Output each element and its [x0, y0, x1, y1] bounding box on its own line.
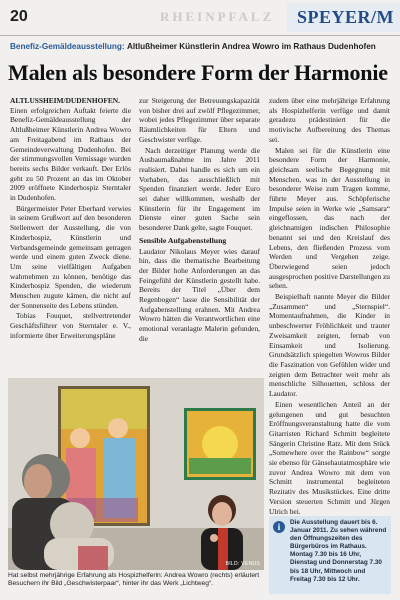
info-icon: i [273, 521, 285, 533]
paragraph: Tobias Fouquet, stellvertretender Geschäftsführer von Sterntaler e. V., informierte über Erweiterungspläne [10, 311, 131, 340]
kicker-text: Altlußheimer Künstlerin Andrea Wowro im Rathaus Dudenhofen [126, 42, 376, 51]
page-number: 20 [10, 8, 28, 25]
paragraph: Einen wesentlichen Anteil an der gelungenen und gut besuchten Eröffnungsveranstaltung hatte die vom Gitarristen Richard Schmitt begleitete Sängerin Christine Ratz. Mit dem Stück „Somewhere over the Rainbow“ sorgte sie ebenso für Gänsehautatmosphäre wie zuvor Andrea Wowro mit dem von Schmitt instrumental begleiteten Rezitativ des Musikstückes. Eine dritte Version steuerten Schmitt und Jürgen Ulrich bei. [269, 399, 390, 516]
photo-caption: Hat selbst mehrjährige Erfahrung als Hospizhelferin: Andrea Wowro (rechts) erläutert Besuchern ihr Bild „Geschwisterpaar“, hinter ihr das Werk „Lichtweg“. [8, 572, 260, 588]
article-headline: Malen als besondere Form der Harmonie [8, 60, 388, 85]
dateline: ALTLUSSHEIM/DUDENHOFEN. [10, 96, 120, 105]
info-text: Die Ausstellung dauert bis 6. Januar 2011. Zu sehen während den Öffnungszeiten des Bürgerbüros im Rathaus. Montag 7.30 bis 16 Uhr, Dienstag und Donnerstag 7.30 bis 18 Uhr, Mittwoch und Freitag 7.30 bis 12 Uhr. [290, 519, 387, 583]
article-column-1 [10, 96, 131, 342]
paragraph: Bürgermeister Peter Eberhard verwies in seinem Grußwort auf den besonderen Stellenwert der Ausstellung, die von Kinderhospiz, Künstlerin und Verbandsgemeinde gemeinsam getragen werde und einem guten Zweck diene. Um seine vielfältigen Aufgaben wahrnehmen zu können, benötige das Kinderhospiz Spenden, die wiederum Menschen zugute kämen, die nicht auf der Sonnenseite des Lebens stünden. [10, 203, 131, 310]
article-column-3 [269, 96, 390, 527]
local-section-title: SPEYER/M [287, 3, 400, 32]
paragraph: zudem über eine mehrjährige Erfahrung als Hospizhelferin verfüge und damit geradezu prädestiniert für die motivische Aufbereitung des Themas sei. [269, 96, 390, 144]
paragraph: Nach derzeitiger Planung werde die Ausbaumaßnahme im Jahre 2011 realisiert. Dabei handle es sich um ein Vorhaben, das ausschließlich mit Spenden finanziert werde. Jeder Euro sei daher willkommen, weshalb der Künstlerin für ihr Engagement im Dienste einer guten Sache sein besonderer Dank gelte, sagte Fouquet. [139, 145, 260, 233]
newspaper-ghost-title: RHEINPFALZ [160, 9, 275, 24]
paragraph-text: Einen erfolgreichen Auftakt feierte die Benefiz-Gemäldeausstellung der Altlußheimer Künstlerin Andrea Wowro am Freitagabend im Rathaus der Gemeindeverwaltung Dudenhofen. Bei der stimmungsvollen Vernissage wurden bereits sechs Bilder verkauft. Der Erlös geht zu 50 Prozent an das im Oktober 2009 eröffnete Kinderhospiz Sterntaler in Dudenhofen. [10, 105, 131, 203]
paragraph: Malen sei für die Künstlerin eine besondere Form der Harmonie, gleichsam seelische Begegnung mit Menschen, was in der Ausstellung in besonderer Weise zum Tragen komme, führte Meyer aus. Schöpferische Impulse seien in Werke wie „Samsara“ eingeflossen, das nach der gleichnamigen indischen Philosophie benannt sei und den Kreislauf des Lebens, den fließenden Prozess vom Werden und Vergehen zeige. Überwiegend seien jedoch ausgesprochen positive Darstellungen zu sehen. [269, 145, 390, 291]
exhibition-info-box [269, 516, 391, 594]
paragraph: Laudator Nikolaus Meyer wies darauf hin, dass die thematische Bearbeitung der Bilder hohe Anforderungen an das Feingefühl der Künstlerin gestellt habe. Bereits der Titel „Über dem Regenbogen“ lasse die Sensibilität der Aufgabenstellung erahnen. Mit Andrea Wowro hätten die Verantwortlichen eine emotional veranlagte Malerin gefunden, die [139, 246, 260, 343]
paragraph: Beispielhaft nannte Meyer die Bilder „Zusammen“ und „Sternspiel“. Momentaufnahmen, die Kinder in unbeschwerter Fröhlichkeit und trauter Zweisamkeit zeigten, fernab von Einsamkeit und Isolierung. Grundsätzlich spiegelten Wowros Bilder die Faszination von Gefühlen wider und zeigten dem Betrachter weit mehr als menschliche Silhouetten, schloss der Laudator. [269, 292, 390, 399]
paragraph [10, 96, 131, 203]
photo-illustration [8, 378, 264, 570]
photo-credit: BILD: VENUS [225, 561, 260, 567]
article-photo [8, 378, 264, 570]
kicker-label: Benefiz-Gemäldeausstellung: [10, 42, 125, 51]
article-column-2 [139, 96, 260, 345]
page-masthead [0, 0, 400, 36]
paragraph: zur Steigerung der Betreuungskapazität von bisher drei auf zwölf Pflegezimmer, wobei jedes Pflegezimmer über separate Räumlichkeiten für Eltern und Geschwister verfüge. [139, 96, 260, 144]
article-kicker [10, 42, 390, 51]
subheading: Sensible Aufgabenstellung [139, 235, 227, 245]
